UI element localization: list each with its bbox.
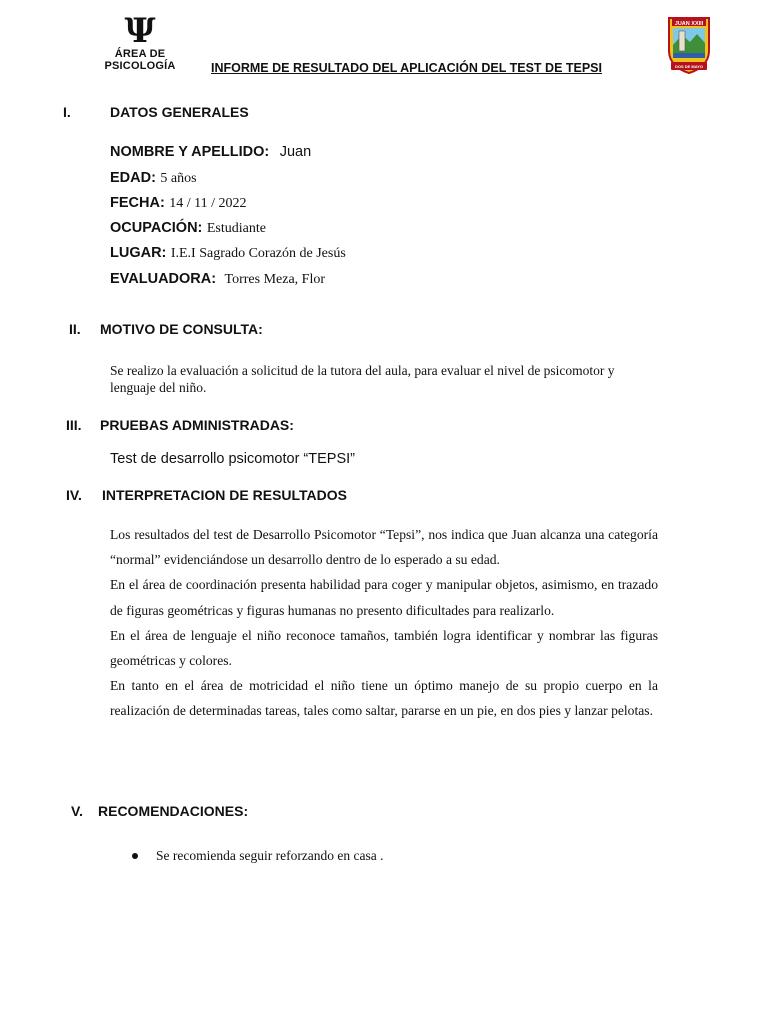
interpretation-paragraph-3: En el área de lenguaje el niño reconoce tamaños, también logra identificar y nombrar las figuras geométricas y colores. bbox=[110, 627, 658, 669]
psychology-area-logo bbox=[104, 11, 176, 72]
date-label: FECHA: bbox=[110, 195, 165, 211]
interpretation-paragraph-1: Los resultados del test de Desarrollo Psicomotor “Tepsi”, nos indica que Juan alcanza una categoría “normal” evidenciándose un desarrollo dentro de lo esperado a su edad. bbox=[110, 527, 658, 568]
section-1-title: DATOS GENERALES bbox=[110, 104, 249, 120]
name-field bbox=[110, 143, 311, 161]
bullet-icon bbox=[132, 853, 138, 859]
report-title: INFORME DE RESULTADO DEL APLICACIÓN DEL TEST DE TEPSI bbox=[211, 61, 602, 75]
section-3-number: III. bbox=[66, 417, 82, 433]
crest-banner-text: DOS DE MAYO bbox=[674, 64, 704, 69]
name-value: Juan bbox=[279, 144, 312, 160]
interpretation-body bbox=[110, 522, 658, 724]
tests-text: Test de desarrollo psicomotor “TEPSI” bbox=[110, 451, 355, 467]
logo-text-line2: PSICOLOGÍA bbox=[104, 60, 176, 72]
place-value: I.E.I Sagrado Corazón de Jesús bbox=[170, 246, 346, 261]
name-label: NOMBRE Y APELLIDO: bbox=[110, 144, 270, 160]
section-4-title: INTERPRETACION DE RESULTADOS bbox=[102, 487, 348, 503]
age-value: 5 años bbox=[160, 171, 197, 186]
section-2-number: II. bbox=[69, 321, 81, 337]
occupation-value: Estudiante bbox=[206, 221, 266, 236]
recommendation-item: Se recomienda seguir reforzando en casa . bbox=[156, 848, 384, 863]
age-label: EDAD: bbox=[110, 170, 156, 186]
section-1-number: I. bbox=[63, 104, 71, 120]
psi-symbol-icon: Ψ bbox=[124, 11, 156, 51]
section-3-title: PRUEBAS ADMINISTRADAS: bbox=[100, 417, 294, 433]
section-5-number: V. bbox=[71, 803, 83, 819]
crest-top-text: JUAN XXIII bbox=[674, 21, 704, 27]
evaluator-value: Torres Meza, Flor bbox=[224, 272, 326, 287]
interpretation-paragraph-2: En el área de coordinación presenta habilidad para coger y manipular objetos, asimismo, en trazado de figuras geométricas y figuras humanas no presento dificultades para realizarlo. bbox=[110, 577, 658, 618]
occupation-label: OCUPACIÓN: bbox=[110, 220, 203, 236]
section-4-number: IV. bbox=[66, 487, 82, 503]
interpretation-paragraph-4: En tanto en el área de motricidad el niño tiene un óptimo manejo de su propio cuerpo en la realización de determinadas tareas, tales como saltar, pararse en un pie, en dos pies y lanzar pelotas. bbox=[110, 678, 658, 719]
place-label: LUGAR: bbox=[110, 245, 167, 261]
date-field bbox=[110, 194, 247, 212]
date-value: 14 / 11 / 2022 bbox=[169, 196, 247, 211]
consultation-text: Se realizo la evaluación a solicitud de la tutora del aula, para evaluar el nivel de psicomotor y lenguaje del niño. bbox=[110, 363, 615, 395]
section-2-title: MOTIVO DE CONSULTA: bbox=[100, 321, 263, 337]
place-field bbox=[110, 244, 346, 262]
section-5-title: RECOMENDACIONES: bbox=[98, 803, 249, 819]
evaluator-field bbox=[110, 270, 325, 288]
occupation-field bbox=[110, 219, 266, 237]
evaluator-label: EVALUADORA: bbox=[110, 271, 217, 287]
school-crest-icon bbox=[666, 15, 712, 77]
logo-text-line1: ÁREA DE bbox=[114, 48, 166, 60]
age-field bbox=[110, 169, 197, 187]
